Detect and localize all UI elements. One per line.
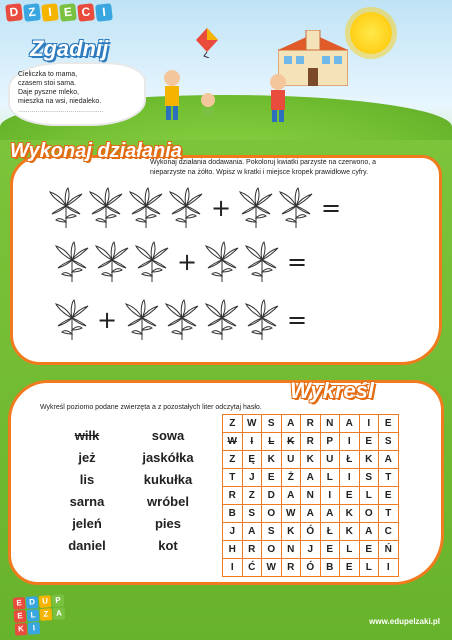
- grid-cell[interactable]: A: [281, 487, 301, 505]
- math-row-3: [52, 298, 312, 342]
- grid-cell[interactable]: A: [301, 505, 321, 523]
- grid-cell[interactable]: T: [379, 505, 399, 523]
- grid-cell[interactable]: W: [223, 433, 243, 451]
- footer-url[interactable]: www.edupelzaki.pl: [369, 617, 440, 626]
- grid-cell[interactable]: L: [359, 559, 379, 577]
- grid-cell[interactable]: S: [359, 469, 379, 487]
- grid-cell[interactable]: L: [340, 541, 360, 559]
- grid-cell[interactable]: A: [301, 469, 321, 487]
- grid-cell[interactable]: R: [281, 559, 301, 577]
- grid-cell[interactable]: E: [340, 487, 360, 505]
- flower-icon[interactable]: [276, 186, 316, 230]
- grid-cell[interactable]: Z: [242, 487, 262, 505]
- grid-cell[interactable]: K: [340, 505, 360, 523]
- word-list: [46, 428, 208, 557]
- flower-icon[interactable]: [52, 298, 92, 342]
- grid-cell[interactable]: Z: [223, 415, 243, 433]
- word-item: sarna: [69, 494, 105, 509]
- grid-cell[interactable]: E: [379, 415, 399, 433]
- math-row-1: [46, 186, 346, 230]
- grid-cell[interactable]: K: [340, 523, 360, 541]
- grid-cell[interactable]: J: [223, 523, 243, 541]
- flower-icon[interactable]: [46, 186, 86, 230]
- flower-icon[interactable]: [52, 240, 92, 284]
- word-item: wilk: [74, 428, 100, 443]
- grid-cell[interactable]: B: [223, 505, 243, 523]
- grid-cell[interactable]: O: [262, 541, 282, 559]
- grid-cell[interactable]: A: [340, 415, 360, 433]
- flower-icon[interactable]: [242, 240, 282, 284]
- footer-logo-letter: P: [52, 594, 65, 607]
- grid-cell[interactable]: U: [320, 451, 340, 469]
- grid-cell[interactable]: S: [379, 433, 399, 451]
- wordsearch-title: Wykreśl: [290, 378, 374, 403]
- grid-cell[interactable]: O: [359, 505, 379, 523]
- math-title: Wykonaj działania: [10, 140, 182, 162]
- grid-cell[interactable]: L: [359, 487, 379, 505]
- edupelzaki-logo: [13, 594, 67, 635]
- grid-cell[interactable]: I: [320, 487, 340, 505]
- grid-cell[interactable]: K: [281, 523, 301, 541]
- word-item: wróbel: [147, 494, 189, 509]
- sun-icon: [350, 12, 392, 54]
- equals-sign: =: [320, 194, 342, 222]
- grid-cell[interactable]: E: [262, 469, 282, 487]
- kite-icon: [196, 28, 218, 58]
- grid-cell[interactable]: N: [281, 541, 301, 559]
- grid-cell[interactable]: L: [262, 433, 282, 451]
- riddle-cloud: [8, 62, 146, 126]
- grid-cell[interactable]: N: [301, 487, 321, 505]
- grid-cell[interactable]: Ż: [281, 469, 301, 487]
- footer-logo-letter: E: [14, 610, 27, 623]
- flower-icon[interactable]: [92, 240, 132, 284]
- grid-cell[interactable]: E: [359, 433, 379, 451]
- footer-logo-letter: D: [26, 596, 39, 609]
- grid-row: [223, 487, 399, 505]
- grid-cell[interactable]: R: [242, 541, 262, 559]
- grid-cell[interactable]: Ł: [320, 523, 340, 541]
- grid-cell[interactable]: Ó: [301, 559, 321, 577]
- grid-cell[interactable]: W: [262, 559, 282, 577]
- grid-cell[interactable]: A: [242, 523, 262, 541]
- footer-logo-letter: E: [13, 597, 26, 610]
- equals-sign: =: [286, 306, 308, 334]
- grid-row: [223, 415, 399, 433]
- math-row-2: [52, 240, 312, 284]
- grid-cell[interactable]: T: [223, 469, 243, 487]
- riddle-line: czasem stoi sama.: [18, 80, 76, 87]
- flower-icon[interactable]: [86, 186, 126, 230]
- plus-sign: +: [96, 306, 118, 334]
- logo-letter: I: [41, 3, 59, 22]
- grid-cell[interactable]: Ń: [379, 541, 399, 559]
- logo-letter: C: [77, 3, 95, 22]
- grid-cell[interactable]: S: [262, 415, 282, 433]
- grid-cell[interactable]: S: [242, 505, 262, 523]
- footer-logo-letter: I: [28, 622, 41, 635]
- flower-icon[interactable]: [132, 240, 172, 284]
- grid-row: [223, 469, 399, 487]
- grid-row: [223, 559, 399, 577]
- grid-cell[interactable]: Ć: [242, 559, 262, 577]
- grid-cell[interactable]: J: [242, 469, 262, 487]
- riddle-line: mieszka na wsi, niedaleko.: [18, 98, 102, 105]
- grid-cell[interactable]: K: [281, 433, 301, 451]
- grid-cell[interactable]: A: [281, 415, 301, 433]
- grid-cell[interactable]: K: [262, 451, 282, 469]
- word-item: daniel: [68, 538, 106, 553]
- wordsearch-instructions: Wykreśl poziomo podane zwierzęta a z pozostałych liter odczytaj hasło.: [40, 404, 262, 411]
- grid-cell[interactable]: J: [301, 541, 321, 559]
- equals-sign: =: [286, 248, 308, 276]
- grid-cell[interactable]: N: [320, 415, 340, 433]
- plus-sign: +: [210, 194, 232, 222]
- grid-cell[interactable]: R: [301, 433, 321, 451]
- grid-cell[interactable]: E: [359, 541, 379, 559]
- logo-letter: I: [95, 3, 113, 22]
- grid-cell[interactable]: E: [340, 559, 360, 577]
- flower-icon[interactable]: [202, 298, 242, 342]
- grid-cell[interactable]: I: [223, 559, 243, 577]
- grid-cell[interactable]: H: [223, 541, 243, 559]
- grid-cell[interactable]: S: [262, 523, 282, 541]
- riddle-line: Cieliczka to mama,: [18, 71, 78, 78]
- grid-cell[interactable]: Ę: [242, 451, 262, 469]
- grid-cell[interactable]: W: [281, 505, 301, 523]
- grid-row: [223, 505, 399, 523]
- flower-icon[interactable]: [126, 186, 166, 230]
- flower-icon[interactable]: [162, 298, 202, 342]
- grid-cell[interactable]: K: [359, 451, 379, 469]
- grid-cell[interactable]: K: [301, 451, 321, 469]
- grid-cell[interactable]: P: [320, 433, 340, 451]
- word-item: jeż: [78, 450, 96, 465]
- grid-cell[interactable]: W: [242, 415, 262, 433]
- word-item: kukułka: [143, 472, 193, 487]
- grid-cell[interactable]: U: [281, 451, 301, 469]
- grid-row: [223, 523, 399, 541]
- flower-icon[interactable]: [242, 298, 282, 342]
- flower-icon[interactable]: [236, 186, 276, 230]
- word-item: kot: [158, 538, 178, 553]
- grid-cell[interactable]: A: [379, 451, 399, 469]
- grid-cell[interactable]: I: [340, 469, 360, 487]
- word-item: jeleń: [72, 516, 102, 531]
- footer-logo-letter: K: [15, 623, 28, 636]
- math-instructions: Wykonaj działania dodawania. Pokoloruj kwiatki parzyste na czerwono, a nieparzyste na żółto. Wpisz w kratki i miejsce kropek prawidłowe cyfry.: [150, 159, 376, 176]
- grid-cell[interactable]: E: [320, 541, 340, 559]
- word-item: sowa: [151, 428, 185, 443]
- grid-row: [223, 433, 399, 451]
- grid-row: [223, 541, 399, 559]
- flower-icon[interactable]: [166, 186, 206, 230]
- plus-sign: +: [176, 248, 198, 276]
- grid-cell[interactable]: Ó: [301, 523, 321, 541]
- letter-grid: [222, 414, 399, 577]
- grid-cell[interactable]: Ł: [340, 451, 360, 469]
- grid-row: [223, 451, 399, 469]
- footer-logo-letter: U: [39, 595, 52, 608]
- riddle-answer-line[interactable]: ............................................: [18, 107, 104, 114]
- grid-cell[interactable]: C: [379, 523, 399, 541]
- word-item: jaskółka: [142, 450, 194, 465]
- grid-cell[interactable]: R: [301, 415, 321, 433]
- grid-cell[interactable]: Z: [223, 451, 243, 469]
- grid-cell[interactable]: T: [379, 469, 399, 487]
- footer-logo-letter: A: [53, 607, 66, 620]
- grid-cell[interactable]: I: [242, 433, 262, 451]
- grid-cell[interactable]: I: [379, 559, 399, 577]
- grid-cell[interactable]: I: [359, 415, 379, 433]
- logo-letter: E: [59, 3, 77, 22]
- grid-cell[interactable]: D: [262, 487, 282, 505]
- logo-letter: Z: [23, 3, 41, 22]
- flower-icon[interactable]: [122, 298, 162, 342]
- grid-cell[interactable]: E: [379, 487, 399, 505]
- word-item: lis: [79, 472, 95, 487]
- grid-cell[interactable]: O: [262, 505, 282, 523]
- footer-logo-letter: Z: [40, 608, 53, 621]
- children-icon: [160, 68, 310, 128]
- grid-cell[interactable]: B: [320, 559, 340, 577]
- riddle-title: Zgadnij: [30, 36, 109, 61]
- grid-cell[interactable]: A: [359, 523, 379, 541]
- grid-cell[interactable]: A: [320, 505, 340, 523]
- word-item: pies: [154, 516, 181, 531]
- grid-cell[interactable]: I: [340, 433, 360, 451]
- logo-letter: D: [5, 3, 23, 22]
- grid-cell[interactable]: L: [320, 469, 340, 487]
- grid-cell[interactable]: R: [223, 487, 243, 505]
- dzieci-logo: [6, 4, 112, 21]
- footer-logo-letter: L: [27, 609, 40, 622]
- flower-icon[interactable]: [202, 240, 242, 284]
- riddle-line: Daje pyszne mleko,: [18, 89, 80, 96]
